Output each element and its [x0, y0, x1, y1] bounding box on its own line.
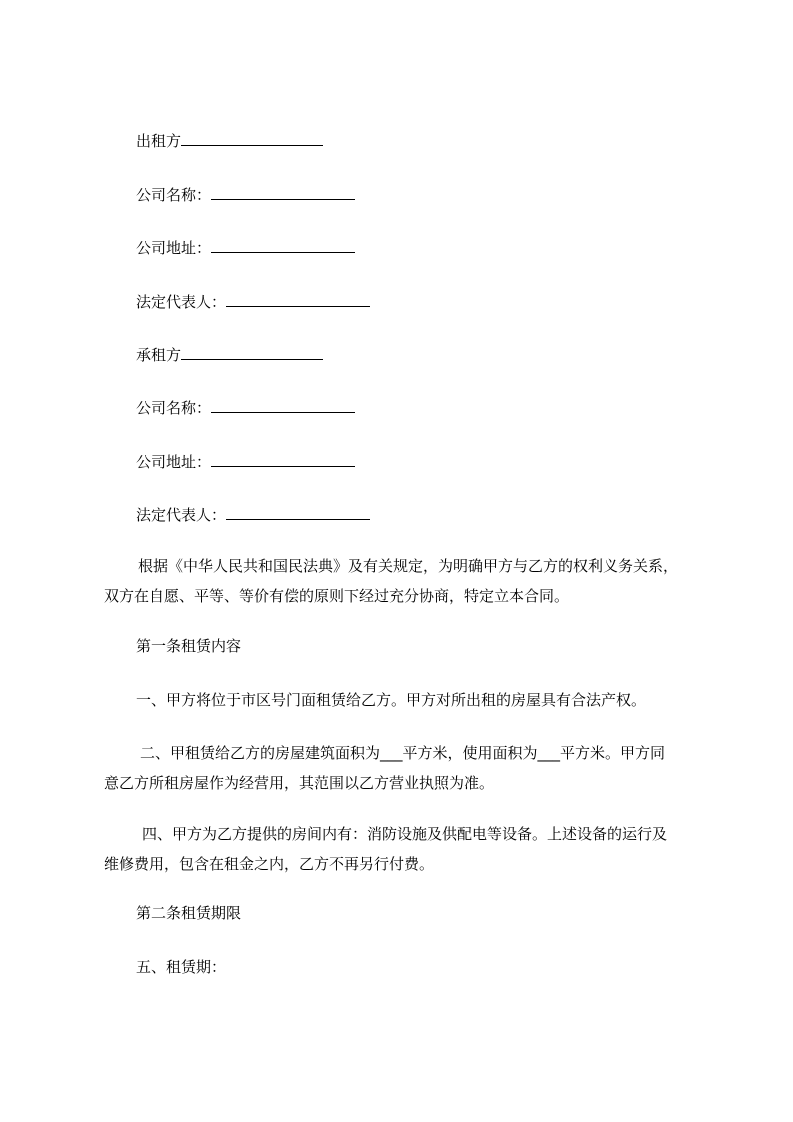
article1-item1: 一、甲方将位于市区号门面租赁给乙方。甲方对所出租的房屋具有合法产权。 [136, 691, 647, 709]
lessor-rep-blank[interactable] [226, 292, 370, 307]
article2-heading: 第二条租赁期限 [136, 904, 242, 922]
lessor-address-label: 公司地址： [136, 239, 212, 257]
lessor-address-blank[interactable] [211, 238, 355, 253]
lessee-rep-label: 法定代表人： [136, 506, 227, 524]
article1-item2 [104, 738, 704, 798]
lessee-company-line [136, 398, 355, 418]
preamble-line-2: 双方在自愿、平等、等价有偿的原则下经过充分协商，特定立本合同。 [104, 587, 570, 605]
lessee-company-label: 公司名称： [136, 399, 212, 417]
article1-item2-line1: 二、甲租赁给乙方的房屋建筑面积为___平方米，使用面积为___平方米。甲方同 [140, 744, 666, 762]
lessor-company-label: 公司名称： [136, 186, 212, 204]
lessor-address-line [136, 238, 355, 258]
lessee-address-line [136, 452, 355, 472]
article1-item4-line2: 维修费用，包含在租金之内，乙方不再另行付费。 [104, 855, 435, 873]
article1-item2-line2: 意乙方所租房屋作为经营用，其范围以乙方营业执照为准。 [104, 774, 495, 792]
lessor-title: 出租方 [136, 132, 182, 150]
preamble-paragraph [104, 551, 704, 611]
lessee-company-blank[interactable] [211, 398, 355, 413]
lessee-rep-blank[interactable] [226, 505, 370, 520]
lessor-rep-line [136, 292, 370, 312]
lessee-address-label: 公司地址： [136, 453, 212, 471]
preamble-line-1: 根据《中华人民共和国民法典》及有关规定，为明确甲方与乙方的权利义务关系， [138, 557, 679, 575]
article2-item5: 五、租赁期： [136, 958, 227, 976]
article1-heading: 第一条租赁内容 [136, 637, 242, 655]
article1-item4-line1: 四、甲方为乙方提供的房间内有：消防设施及供配电等设备。上述设备的运行及 [142, 825, 668, 843]
lessor-company-blank[interactable] [211, 185, 355, 200]
lessor-rep-label: 法定代表人： [136, 293, 227, 311]
lessor-line [136, 131, 323, 151]
lessee-rep-line [136, 505, 370, 525]
article1-item4 [104, 819, 704, 879]
lessee-blank[interactable] [181, 345, 323, 360]
lessee-line [136, 345, 323, 365]
lessor-blank[interactable] [181, 131, 323, 146]
lessee-title: 承租方 [136, 346, 182, 364]
lessor-company-line [136, 185, 355, 205]
lessee-address-blank[interactable] [211, 452, 355, 467]
